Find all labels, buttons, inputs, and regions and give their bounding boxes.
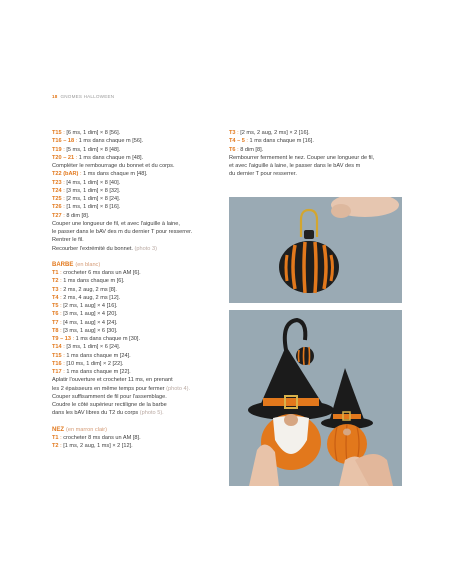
row-label: T27 : (52, 213, 66, 219)
row-label: T7 : (52, 320, 63, 326)
nez-section-heading (52, 426, 218, 434)
row-text: [3 ms, 1 aug] × 4 [20]. (63, 311, 118, 318)
paragraph-text: Aplatir l'ouverture et crocheter 11 ms, en prenant (52, 377, 173, 384)
pumpkin-photo (229, 197, 402, 303)
row-text: [10 ms, 1 dim] × 2 [22]. (66, 360, 124, 367)
instruction-row (52, 294, 218, 302)
left-column (52, 129, 218, 450)
row-text: 1 ms dans chaque m [16]. (249, 138, 314, 145)
photo-reference: (photo 3) (134, 245, 157, 252)
row-text: crocheter 8 ms dans un AM [8]. (63, 434, 141, 441)
paragraph-line (52, 236, 218, 244)
row-label: T2 : (52, 443, 63, 449)
instruction-row (52, 343, 218, 351)
row-label: T16 : (52, 361, 66, 367)
paragraph-text: Rentrer le fil. (52, 237, 84, 244)
instruction-row (52, 319, 218, 327)
body-instructions (52, 129, 218, 253)
row-text: [6 ms, 1 dim] × 8 [56]. (66, 130, 121, 136)
paragraph-line (52, 409, 218, 417)
row-label: T16 – 18 : (52, 138, 79, 144)
instruction-row (52, 360, 218, 368)
row-text: [3 ms, 1 aug] × 6 [30]. (63, 327, 118, 334)
row-label: T8 : (52, 328, 63, 334)
barbe-subtitle: (en blanc) (75, 261, 101, 268)
paragraph-text: Recourber l'extrémité du bonnet. (52, 245, 133, 252)
row-label: T4 : (52, 295, 63, 301)
instruction-row (52, 212, 218, 220)
instruction-row (52, 170, 218, 178)
row-label: T6 : (229, 147, 240, 153)
instruction-row (52, 129, 218, 137)
paragraph-text: les 2 épaisseurs en même temps pour fermer (52, 385, 165, 392)
row-text: 2 ms, 2 aug, 2 ms [8]. (63, 286, 117, 293)
row-text: crocheter 6 ms dans un AM [6]. (63, 270, 141, 276)
paragraph-line (52, 376, 218, 384)
instruction-row (52, 195, 218, 203)
instruction-row (52, 203, 218, 211)
running-header (52, 94, 114, 99)
row-text: 1 ms dans chaque m [48]. (83, 171, 148, 178)
row-text: [4 ms, 1 aug] × 4 [24]. (63, 319, 118, 326)
instruction-row (229, 129, 399, 137)
row-label: T3 : (52, 287, 63, 293)
instruction-row (52, 352, 218, 360)
instruction-row (52, 269, 218, 277)
row-text: 1 ms dans chaque m [30]. (75, 336, 141, 342)
page-number: 18 (52, 94, 58, 99)
row-text: 8 dim [8]. (240, 146, 264, 153)
photo-reference: (photo 4). (166, 385, 191, 392)
paragraph-line (52, 245, 218, 253)
instruction-row (52, 277, 218, 285)
row-label: T23 : (52, 180, 66, 186)
instruction-row (52, 286, 218, 294)
photo-reference: (photo 5). (139, 410, 164, 417)
paragraph-line (52, 401, 218, 409)
row-label: T15 : (52, 130, 66, 136)
instruction-row (52, 137, 218, 145)
paragraph-text: et avec l'aiguille à laine, le passer dans le bAV des m (229, 163, 361, 169)
paragraph-line (229, 154, 399, 162)
row-text: [3 ms, 1 dim] × 6 [24]. (66, 344, 121, 351)
row-label: T22 (bAR) : (52, 171, 83, 177)
instruction-row (52, 187, 218, 195)
row-label: T2 : (52, 278, 63, 284)
right-column (229, 129, 399, 179)
paragraph-text: Couper une longueur de fil, et avec l'aiguille à laine, (52, 220, 180, 227)
row-label: T14 : (52, 344, 66, 350)
row-text: [2 ms, 1 aug] × 4 [16]. (63, 303, 118, 309)
paragraph-text: Coudre le côté supérieur rectiligne de la barbe (52, 402, 167, 408)
instruction-row (52, 442, 218, 450)
row-label: T20 – 21 : (52, 155, 79, 161)
instruction-row (52, 434, 218, 442)
paragraph-line (52, 220, 218, 228)
paragraph-text: le passer dans le bAV des m du dernier T pour resserrer. (52, 229, 193, 235)
row-label: T19 : (52, 147, 66, 153)
instruction-row (52, 179, 218, 187)
instruction-row (52, 310, 218, 318)
row-text: 1 ms dans chaque m [6]. (63, 278, 125, 285)
nez-instructions (52, 434, 218, 451)
barbe-instructions (52, 269, 218, 418)
barbe-section-heading (52, 261, 218, 269)
row-text: [1 ms, 1 dim] × 8 [16]. (66, 204, 121, 211)
chapter-title: GNOMES HALLOWEEN (60, 94, 115, 99)
row-label: T3 : (229, 130, 240, 136)
instruction-row (52, 368, 218, 376)
instruction-row (52, 302, 218, 310)
row-label: T1 : (52, 435, 63, 441)
nez-subtitle: (en marron clair) (66, 426, 108, 433)
nez-continued-instructions (229, 129, 399, 179)
row-label: T9 – 13 : (52, 336, 76, 342)
row-text: 1 ms dans chaque m [56]. (78, 138, 144, 145)
paragraph-line (229, 162, 399, 170)
row-label: T24 : (52, 188, 66, 194)
row-text: [5 ms, 1 dim] × 8 [48]. (66, 146, 121, 153)
row-label: T25 : (52, 196, 66, 202)
instruction-row (52, 335, 218, 343)
row-text: 1 ms dans chaque m [22]. (66, 369, 131, 375)
paragraph-line (52, 393, 218, 401)
row-label: T6 : (52, 311, 63, 317)
row-text: 1 ms dans chaque m [24]. (66, 352, 131, 359)
row-label: T1 : (52, 270, 63, 276)
barbe-title: BARBE (52, 261, 74, 268)
row-text: [1 ms, 2 aug, 1 ms] × 2 [12]. (63, 443, 133, 449)
instruction-row (52, 327, 218, 335)
paragraph-line (229, 170, 399, 178)
row-text: [2 ms, 2 aug, 2 ms] × 2 [16]. (240, 130, 310, 136)
paragraph-text: Rembourrer fermement le nez. Couper une longueur de fil, (229, 154, 375, 161)
instruction-row (229, 137, 399, 145)
row-label: T5 : (52, 303, 63, 309)
paragraph-text: Compléter le rembourrage du bonnet et du corps. (52, 163, 175, 169)
paragraph-text: dans les bAV libres du T2 du corps (52, 410, 139, 417)
paragraph-text: du dernier T pour resserrer. (229, 171, 297, 178)
gnomes-photo (229, 310, 402, 486)
row-label: T17 : (52, 369, 66, 375)
row-text: [2 ms, 1 dim] × 8 [24]. (66, 196, 121, 202)
row-label: T26 : (52, 204, 66, 210)
instruction-row (229, 146, 399, 154)
paragraph-line (52, 162, 218, 170)
row-label: T4 – 5 : (229, 138, 250, 144)
paragraph-line (52, 228, 218, 236)
paragraph-text: Couper suffisamment de fil pour l'assemblage. (52, 393, 167, 400)
row-label: T15 : (52, 353, 66, 359)
row-text: 8 dim [8]. (66, 212, 90, 219)
instruction-row (52, 154, 218, 162)
paragraph-line (52, 385, 218, 393)
row-text: 2 ms, 4 aug, 2 ms [12]. (63, 294, 121, 301)
instruction-row (52, 146, 218, 154)
row-text: [4 ms, 1 dim] × 8 [40]. (66, 179, 121, 186)
row-text: [3 ms, 1 dim] × 8 [32]. (66, 187, 121, 194)
row-text: 1 ms dans chaque m [48]. (78, 154, 144, 161)
nez-title: NEZ (52, 426, 64, 433)
